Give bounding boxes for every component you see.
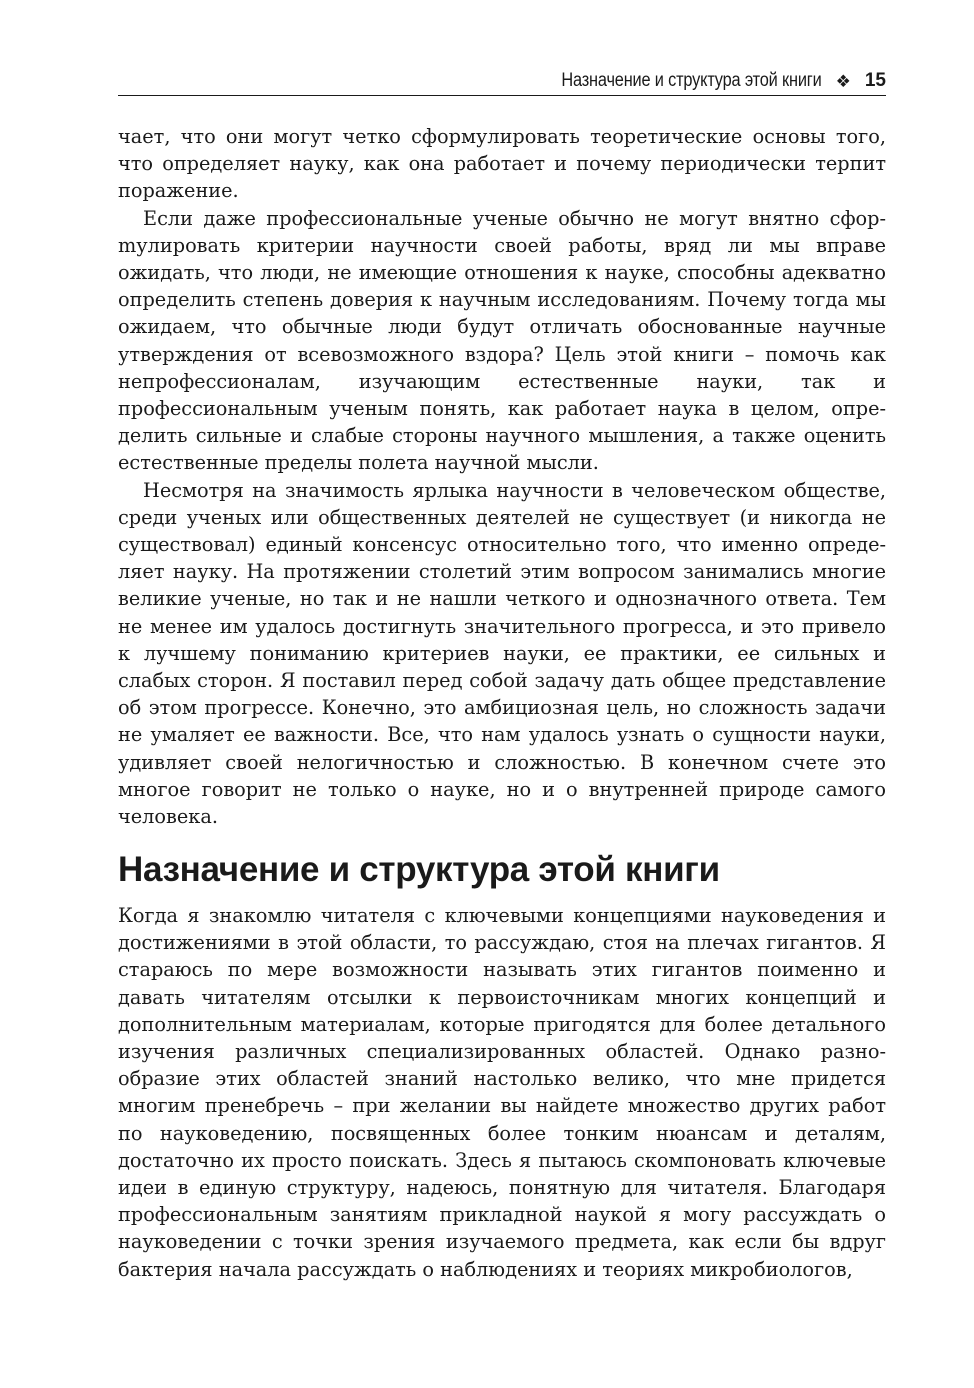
page-number: 15 (864, 70, 886, 91)
intro-text (118, 123, 886, 830)
running-title: Назначение и структура этой книги (561, 70, 822, 91)
section-heading: Назначение и структура этой книги (118, 850, 720, 889)
paragraph-continuation: чает, что они могут четко сформулировать теоретические основы того, что определяет науку, как она работает и почему периодически терпит поражение. (118, 125, 886, 203)
paragraph: Когда я знакомлю читателя с ключевыми концепциями науковедения и достижениями в этой области, то рассуждаю, стоя на плечах гигантов. Я стараюсь по мере возможности называть этих гигантов поименно и давать читателям отсылки к первоисточникам многих концепций и дополнительным материалам, которые пригодятся для более детального изучения различных специализированных областей. Однако разнообразие этих областей знаний настолько велико, что мне придется многим пренебречь – при желании вы найдете множество других работ по науковедению, посвященных более тонким нюансам и деталям, достаточно их просто поискать. Здесь я пытаюсь скомпоновать ключевые идеи в единую структуру, надеюсь, понятную для читателя. Благодаря профессиональным занятиям прикладной наукой я могу рассуждать о науковедении с точки зрения изучаемого предмета, как если бы вдруг бактерия начала рассуждать о наблюдениях и теориях микробиологов, (118, 904, 886, 1281)
paragraph: Несмотря на значимость ярлыка научности в человеческом обществе, среди ученых или общественных деятелей не существует (и никогда не существовал) единый консенсус относительно того, что именно определяет науку. На протяжении столетий этим вопросом занимались многие великие ученые, но так и не нашли четкого и однозначного ответа. Тем не менее им удалось достигнуть значительного прогресса, и это привело к лучшему пониманию критериев науки, ее практики, ее сильных и слабых сторон. Я поставил перед собой задачу дать общее представление об этом прогрессе. Конечно, это амбициозная цель, но сложность задачи не умаляет ее важности. Все, что нам удалось узнать о сущности науки, удивляет своей нелогичностью и сложностью. В конечном счете это многое говорит не только о науке, но и о внутренней природе самого человека. (118, 478, 886, 829)
ornament-icon: ❖ (835, 72, 851, 91)
paragraph: Если даже профессиональные ученые обычно не могут внятно сфорmулировать критерии научности своей работы, вряд ли мы вправе ожидать, что люди, не имеющие отношения к науке, способны адекватно определить степень доверия к научным исследованиям. Почему тогда мы ожидаем, что обычные люди будут отличать обоснованные научные утверждения от всевозможного вздора? Цель этой книги – помочь как непрофессионалам, изучающим естественные науки, так и профессиональным ученым понять, как работает наука в целом, определить сильные и слабые стороны научного мышления, а также оценить естественные пределы полета научной мысли. (118, 206, 886, 475)
section-text (118, 902, 886, 1283)
running-header (118, 66, 886, 96)
